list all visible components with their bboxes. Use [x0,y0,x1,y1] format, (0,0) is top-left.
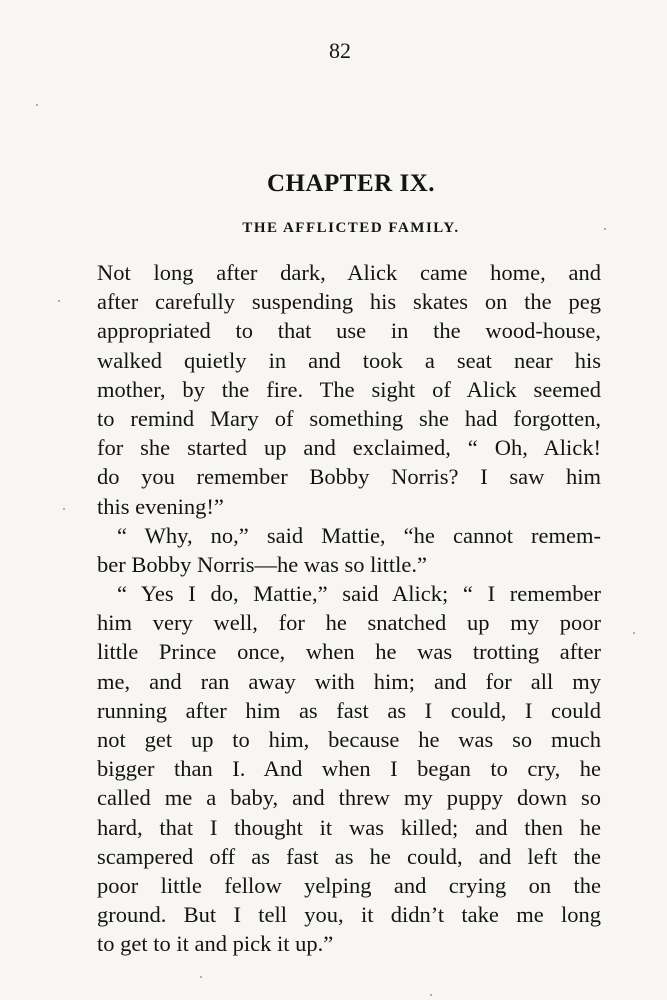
scan-speck [633,632,635,634]
text-line: me, and ran away with him; and for all my [97,668,601,694]
page-number: 82 [329,38,351,63]
text-line: bigger than I. And when I began to cry, he [97,756,601,782]
text-line: running after him as fast as I could, I could [97,697,601,723]
text-line: poor little fellow yelping and crying on the [97,872,601,898]
text-line: ground. But I tell you, it didn’t take me long [97,902,601,928]
scan-speck [430,994,432,996]
text-line: “ Why, no,” said Mattie, “he cannot remem- [117,522,601,548]
text-line: appropriated to that use in the wood-house, [97,318,601,344]
text-line: hard, that I thought it was killed; and then he [97,814,601,840]
scan-speck [58,300,60,302]
text-line: this evening!” [97,493,224,519]
text-line: ber Bobby Norris—he was so little.” [97,551,427,577]
text-line: “ Yes I do, Mattie,” said Alick; “ I remember [117,581,601,607]
text-line: not get up to him, because he was so much [97,727,601,752]
chapter-subtitle: THE AFFLICTED FAMILY. [242,220,460,236]
text-line: do you remember Bobby Norris? I saw him [97,464,601,490]
body-text [97,258,601,959]
text-line: scampered off as fast as he could, and left the [97,843,601,869]
text-line: after carefully suspending his skates on the peg [97,289,601,315]
scan-speck [200,976,202,978]
text-line: walked quietly in and took a seat near his [97,347,601,373]
scan-speck [604,228,606,230]
text-line: for she started up and exclaimed, “ Oh, Alick! [97,435,601,461]
text-line: Not long after dark, Alick came home, and [97,260,601,285]
text-line: little Prince once, when he was trotting after [97,639,601,665]
text-line: mother, by the fire. The sight of Alick seemed [97,376,601,402]
scan-speck [36,104,38,106]
chapter-title: CHAPTER IX. [266,170,435,197]
text-line: called me a baby, and threw my puppy down so [97,785,601,811]
text-line: him very well, for he snatched up my poor [97,610,601,636]
text-line: to remind Mary of something she had forgotten, [97,405,601,431]
text-line: to get to it and pick it up.” [97,931,334,957]
scan-speck [63,508,65,510]
